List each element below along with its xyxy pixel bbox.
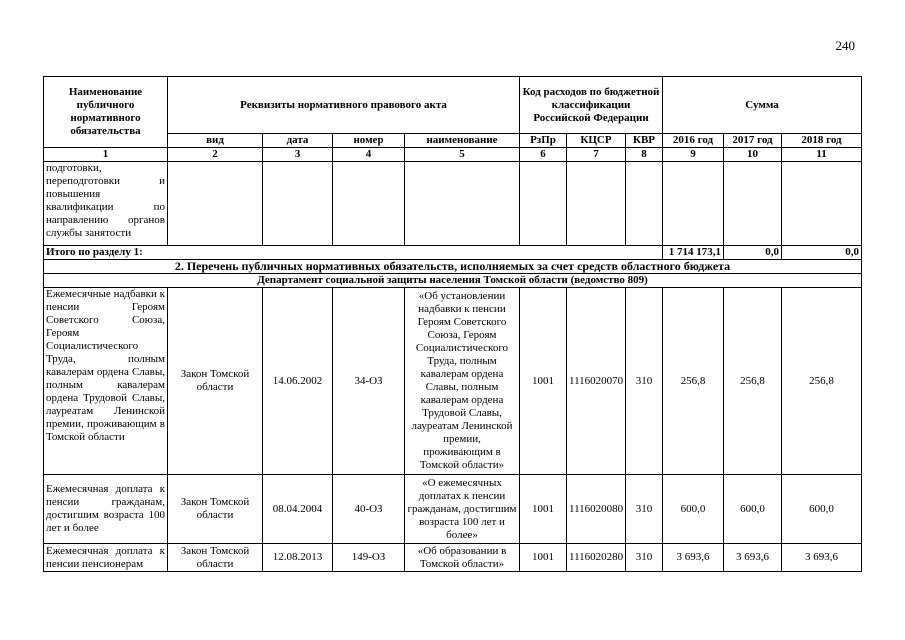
act-number: 149-ОЗ — [333, 544, 405, 572]
subheader-number: номер — [333, 134, 405, 148]
obligation-name: Ежемесячная доплата к пенсии пенсионерам — [44, 544, 168, 572]
act-kind: Закон Томской области — [168, 544, 263, 572]
code-kvr: 310 — [626, 475, 663, 544]
column-number: 6 — [520, 148, 567, 162]
column-number: 8 — [626, 148, 663, 162]
sum-2016: 600,0 — [663, 475, 724, 544]
column-number: 5 — [405, 148, 520, 162]
act-kind: Закон Томской области — [168, 475, 263, 544]
continuation-line: повышения — [46, 188, 101, 200]
total-row — [44, 246, 862, 260]
act-date: 08.04.2004 — [263, 475, 333, 544]
total-2017: 0,0 — [724, 246, 782, 260]
code-rzpr: 1001 — [520, 288, 567, 475]
empty-cell — [405, 162, 520, 246]
continuation-line: квалификации по — [46, 201, 165, 213]
code-kvr: 310 — [626, 544, 663, 572]
section-title: 2. Перечень публичных нормативных обязательств, исполняемых за счет средств областного бюджета — [44, 260, 862, 274]
empty-cell — [263, 162, 333, 246]
column-number: 7 — [567, 148, 626, 162]
empty-cell — [724, 162, 782, 246]
act-title: «О ежемесячных доплатах к пенсии гражданам, достигшим возраста 100 лет и более» — [405, 475, 520, 544]
empty-cell — [168, 162, 263, 246]
subheader-kind: вид — [168, 134, 263, 148]
column-number: 11 — [782, 148, 862, 162]
obligations-table — [43, 76, 862, 572]
table-row — [44, 544, 862, 572]
column-number: 3 — [263, 148, 333, 162]
act-title: «Об образовании в Томской области» — [405, 544, 520, 572]
code-rzpr: 1001 — [520, 475, 567, 544]
subheader-2016: 2016 год — [663, 134, 724, 148]
empty-cell — [520, 162, 567, 246]
subheader-kcsr: КЦСР — [567, 134, 626, 148]
total-2016: 1 714 173,1 — [663, 246, 724, 260]
department-title: Департамент социальной защиты населения Томской области (ведомство 809) — [44, 274, 862, 288]
act-number: 40-ОЗ — [333, 475, 405, 544]
column-number: 2 — [168, 148, 263, 162]
act-number: 34-ОЗ — [333, 288, 405, 475]
empty-cell — [567, 162, 626, 246]
column-number: 1 — [44, 148, 168, 162]
table-row — [44, 288, 862, 475]
code-kcsr: 1116020280 — [567, 544, 626, 572]
subheader-date: дата — [263, 134, 333, 148]
column-number: 4 — [333, 148, 405, 162]
header-sum: Сумма — [663, 77, 862, 134]
header-requisites: Реквизиты нормативного правового акта — [168, 77, 520, 134]
subheader-rzpr: РзПр — [520, 134, 567, 148]
column-number: 10 — [724, 148, 782, 162]
sum-2018: 3 693,6 — [782, 544, 862, 572]
subheader-2017: 2017 год — [724, 134, 782, 148]
department-row — [44, 274, 862, 288]
empty-cell — [626, 162, 663, 246]
obligation-name: Ежемесячная доплата к пенсии гражданам, достигшим возраста 100 лет и более — [44, 475, 168, 544]
column-numbers-row — [44, 148, 862, 162]
subheader-title: наименование — [405, 134, 520, 148]
code-rzpr: 1001 — [520, 544, 567, 572]
subheader-kvr: КВР — [626, 134, 663, 148]
table-row — [44, 475, 862, 544]
sum-2018: 256,8 — [782, 288, 862, 475]
code-kcsr: 1116020070 — [567, 288, 626, 475]
subheader-2018: 2018 год — [782, 134, 862, 148]
act-date: 12.08.2013 — [263, 544, 333, 572]
sum-2016: 256,8 — [663, 288, 724, 475]
total-2018: 0,0 — [782, 246, 862, 260]
sum-2017: 600,0 — [724, 475, 782, 544]
continuation-line: службы занятости — [46, 227, 132, 239]
section-row — [44, 260, 862, 274]
header-codes: Код расходов по бюджетной классификации Российской Федерации — [520, 77, 663, 134]
continuation-name — [44, 162, 168, 246]
sum-2018: 600,0 — [782, 475, 862, 544]
empty-cell — [782, 162, 862, 246]
continuation-line: переподготовки и — [46, 175, 165, 187]
sum-2016: 3 693,6 — [663, 544, 724, 572]
sum-2017: 3 693,6 — [724, 544, 782, 572]
page-number: 240 — [835, 38, 855, 53]
header-name: Наименование публичного нормативного обязательства — [44, 77, 168, 148]
continuation-line: направлению органов — [46, 214, 165, 226]
empty-cell — [663, 162, 724, 246]
continuation-row — [44, 162, 862, 246]
act-title: «Об установлении надбавки к пенсии Героям Советского Союза, Героям Социалистического Труда, полным кавалерам ордена Славы, полным кавалерам ордена Трудовой Славы, лауреатам Ленинской премии, проживающим в Томской области» — [405, 288, 520, 475]
sum-2017: 256,8 — [724, 288, 782, 475]
obligation-name: Ежемесячные надбавки к пенсии Героям Советского Союза, Героям Социалистического Труда, полным кавалерам ордена Славы, полным кавалерам ордена Трудовой Славы, лауреатам Ленинской премии, проживающим в Томской области — [44, 288, 168, 475]
header-row — [44, 77, 862, 134]
column-number: 9 — [663, 148, 724, 162]
total-label: Итого по разделу 1: — [44, 246, 663, 260]
continuation-line: подготовки, — [46, 162, 102, 174]
code-kvr: 310 — [626, 288, 663, 475]
empty-cell — [333, 162, 405, 246]
act-kind: Закон Томской области — [168, 288, 263, 475]
act-date: 14.06.2002 — [263, 288, 333, 475]
code-kcsr: 1116020080 — [567, 475, 626, 544]
